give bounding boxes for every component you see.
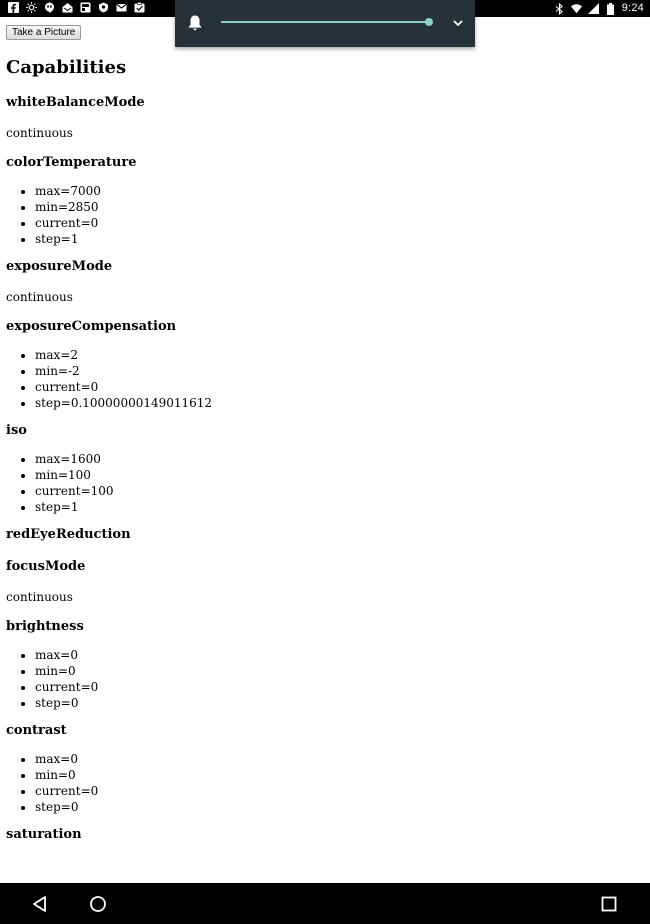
mail-icon [116,2,127,13]
list-item: • min=0 [35,663,626,679]
take-picture-button[interactable]: Take a Picture [6,25,81,40]
capability-saturation [6,825,626,844]
capability-red-eye-reduction [6,525,626,544]
list-item: • max=7000 [35,183,626,199]
list-item: • max=0 [35,647,626,663]
battery-icon [605,3,616,14]
list-item: • min=-2 [35,363,626,379]
capability-range-list [6,647,626,711]
back-icon[interactable] [30,894,50,914]
list-item: • max=0 [35,751,626,767]
shield-icon [98,2,109,13]
volume-panel [175,0,475,47]
recents-icon[interactable] [599,894,619,914]
capability-name: redEyeReduction [6,527,131,542]
clock: 9:24 [621,2,644,14]
capability-color-temperature [6,153,626,247]
capability-name: exposureCompensation [6,319,177,334]
system-icons [554,2,644,15]
brightness-icon [26,2,37,13]
list-item: • step=1 [35,499,626,515]
photo-icon [80,2,91,13]
task-icon [134,2,145,13]
list-item: • step=0 [35,799,626,815]
capability-value: continuous [6,126,73,140]
list-item: • step=0 [35,695,626,711]
navigation-bar [0,883,650,924]
facebook-icon [8,2,19,13]
list-item: • current=100 [35,483,626,499]
volume-slider-track[interactable] [221,21,429,23]
list-item: • current=0 [35,215,626,231]
capability-name: focusMode [6,559,86,574]
capability-brightness [6,617,626,711]
capability-name: colorTemperature [6,155,137,170]
capability-value: continuous [6,590,73,604]
home-icon[interactable] [88,894,108,914]
capability-value: continuous [6,290,73,304]
page-title: Capabilities [6,57,127,78]
capability-name: iso [6,423,27,438]
chevron-down-icon[interactable] [451,15,465,29]
signal-icon [588,3,599,14]
inbox-icon [62,2,73,13]
capability-exposure-mode [6,257,626,307]
list-item: • max=2 [35,347,626,363]
page-content [0,17,650,883]
notification-icons [8,2,145,13]
capability-white-balance-mode [6,93,626,143]
list-item: • max=1600 [35,451,626,467]
capability-name: contrast [6,723,67,738]
capability-contrast [6,721,626,815]
capability-range-list [6,347,626,411]
hangouts-icon [44,2,55,13]
list-item: • current=0 [35,679,626,695]
capabilities-list [6,93,626,857]
capability-iso [6,421,626,515]
capability-range-list [6,183,626,247]
list-item: • current=0 [35,379,626,395]
volume-slider-thumb[interactable] [425,18,433,26]
bell-icon[interactable] [187,14,203,32]
list-item: • min=0 [35,767,626,783]
capability-focus-mode [6,557,626,607]
capability-name: whiteBalanceMode [6,95,145,110]
bluetooth-icon [554,3,565,14]
list-item: • current=0 [35,783,626,799]
list-item: • min=2850 [35,199,626,215]
capability-range-list [6,451,626,515]
capability-name: brightness [6,619,84,634]
capability-name: exposureMode [6,259,113,274]
list-item: • step=0.10000000149011612 [35,395,626,411]
capability-exposure-compensation [6,317,626,411]
list-item: • step=1 [35,231,626,247]
wifi-icon [571,3,582,14]
capability-name: saturation [6,827,82,842]
list-item: • min=100 [35,467,626,483]
capability-range-list [6,751,626,815]
